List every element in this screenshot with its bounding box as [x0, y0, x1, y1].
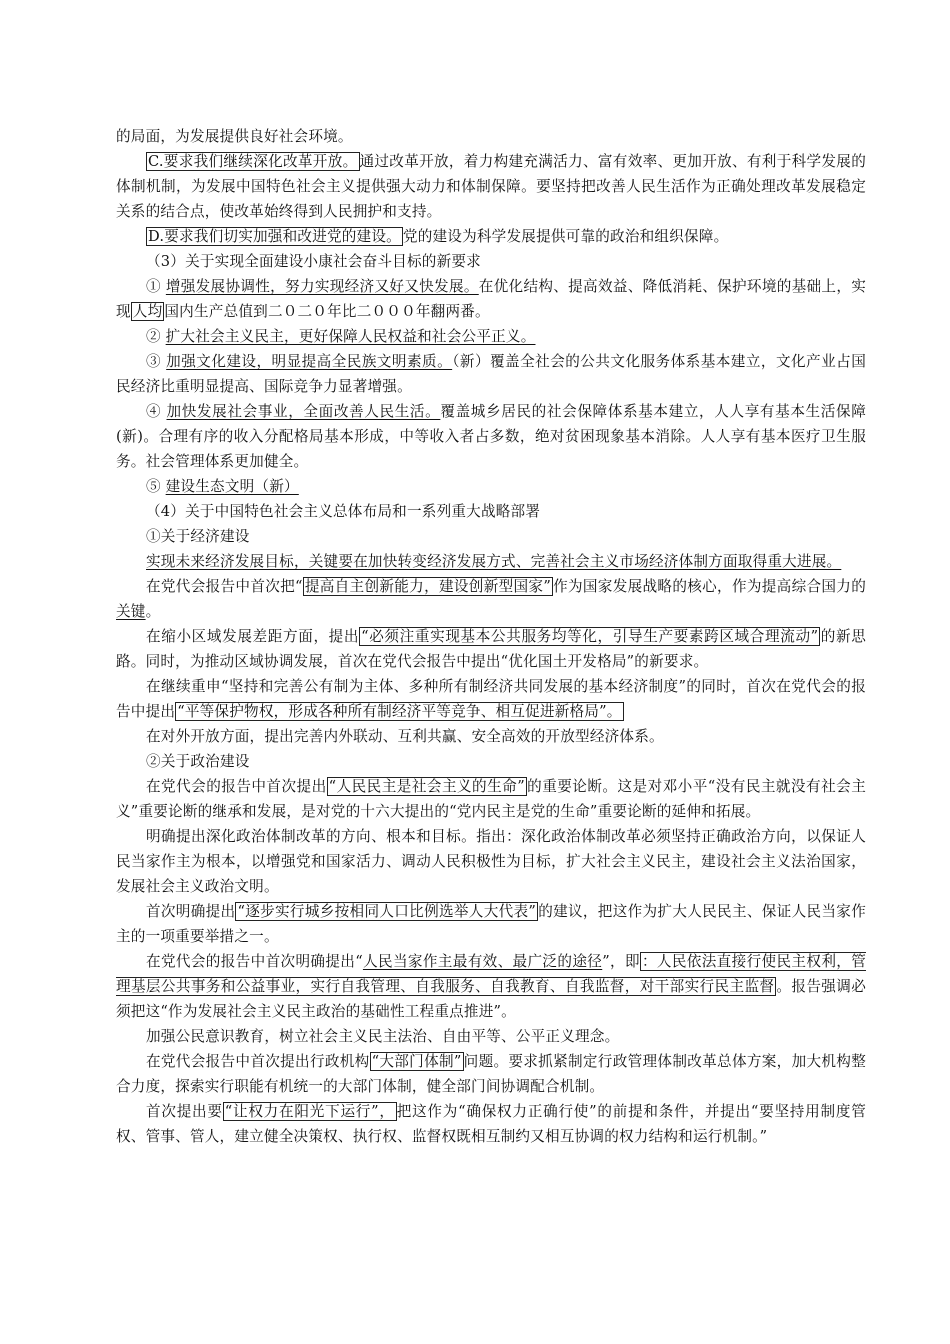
text: 加强公民意识教育，树立社会主义民主法治、自由平等、公平正义理念。 — [146, 1028, 620, 1045]
text: 的重要论断。这是对邓小平“没有民主就没有社会主义”重要论断的继承和发展，是对党的十六大提出的“党内民主是党的生命”重要论断的延伸和拓展。 — [116, 778, 866, 820]
text: （新）覆盖全社会的公共文化服务体系基本建立，文化产业占国民经济比重明显提高、国际竞争力显著增强。 — [116, 353, 867, 395]
politics-paragraph-3 — [116, 899, 866, 949]
text: 的局面，为发展提供良好社会环境。 — [116, 128, 353, 145]
text: 在党代会报告中首次把“ — [146, 578, 303, 595]
boxed-text: “平等保护物权，形成各种所有制经济平等竞争、相互促进新格局”。 — [177, 703, 622, 720]
text: 明确提出深化政治体制改革的方向、根本和目标。指出：深化政治体制改革必须坚持正确政治方向，以保证人民当家作主为根本，以增强党和国家活力、调动人民积极性为目标，扩大社会主义民主，建设社会主义法治国家，发展社会主义政治文明。 — [116, 828, 866, 895]
text: 在党代会报告中首次提出行政机构 — [146, 1053, 370, 1070]
underlined-text: 建设生态文明（新） — [165, 478, 299, 495]
boxed-text: D.要求我们切实加强和改进党的建设。 — [148, 228, 401, 245]
text: 首次提出要 — [146, 1103, 223, 1120]
boxed-text: “让权力在阳光下运行”， — [224, 1103, 395, 1120]
boxed-text: “大部门体制” — [371, 1053, 462, 1070]
politics-paragraph-6 — [116, 1049, 866, 1099]
goal-item-5 — [116, 474, 866, 499]
text: 覆盖城乡居民的社会保障体系基本建立，人人享有基本生活保障(新)。合理有序的收入分配格局基本形成，中等收入者占多数，绝对贫困现象基本消除。人人享有基本医疗卫生服务。社会管理体系更加健全。 — [116, 403, 866, 470]
boxed-text: C.要求我们继续深化改革开放。 — [148, 153, 358, 170]
economy-paragraph-2 — [116, 574, 866, 624]
boxed-text: “人民民主是社会主义的生命” — [328, 778, 525, 795]
paragraph-c — [116, 149, 866, 224]
text: 党的建设为科学发展提供可靠的政治和组织保障。 — [402, 228, 729, 245]
heading-text: （3）关于实现全面建设小康社会奋斗目标的新要求 — [146, 253, 481, 270]
underlined-text: 增强发展协调性，努力实现经济又好又快发展。 — [165, 278, 479, 295]
politics-paragraph-7 — [116, 1099, 866, 1149]
text: 。 — [145, 603, 161, 620]
text: 作为国家发展战略的核心，作为提高综合国力的 — [552, 578, 866, 595]
underlined-text: 加快发展社会事业，全面改善人民生活。 — [166, 403, 441, 420]
text: 在缩小区域发展差距方面，提出 — [146, 628, 360, 645]
politics-paragraph-1 — [116, 774, 866, 824]
subheading-politics — [116, 749, 866, 774]
economy-paragraph-4 — [116, 674, 866, 724]
boxed-text: “必须注重实现基本公共服务均等化，引导生产要素跨区域合理流动” — [361, 628, 819, 645]
text: 在对外开放方面，提出完善内外联动、互利共赢、安全高效的开放型经济体系。 — [146, 728, 664, 745]
subheading-text: ①关于经济建设 — [146, 528, 250, 545]
document-page — [116, 124, 866, 1149]
underlined-text: 加强文化建设，明显提高全民族文明素质。 — [166, 353, 453, 370]
politics-paragraph-4 — [116, 949, 866, 1024]
boxed-text: “逐步实行城乡按相同人口比例选举人大代表” — [237, 903, 537, 920]
underlined-text: 人民当家作主最有效、最广泛的途径 — [362, 953, 603, 970]
economy-paragraph-5 — [116, 724, 866, 749]
politics-paragraph-5 — [116, 1024, 866, 1049]
text: 通过改革开放，着力构建充满活力、富有效率、更加开放、有利于科学发展的体制机制，为发展中国特色社会主义提供强大动力和体制保障。要坚持把改善人民生活作为正确处理改革发展稳定关系的结合点，使改革始终得到人民拥护和支持。 — [116, 153, 866, 220]
text: 在党代会的报告中首次明确提出“ — [146, 953, 363, 970]
text: 。报告强调必须把这“作为发展社会主义民主政治的基础性工程重点推进”。 — [116, 978, 867, 1020]
goal-item-2 — [116, 324, 866, 349]
text: 在党代会的报告中首次提出 — [146, 778, 327, 795]
goal-item-4 — [116, 399, 866, 474]
text: 的新思路。同时，为推动区域协调发展，首次在党代会报告中提出“优化国土开发格局”的新要求。 — [116, 628, 866, 670]
text: 国内生产总值到二０二０年比二０００年翻两番。 — [164, 303, 490, 320]
item-number: ⑤ — [146, 478, 161, 495]
politics-paragraph-2 — [116, 824, 866, 899]
item-number: ③ — [146, 353, 162, 370]
economy-paragraph-1 — [116, 549, 866, 574]
goal-item-3 — [116, 349, 866, 399]
text: 把这作为“确保权力正确行使”的前提和条件，并提出“要坚持用制度管权、管事、管人，建立健全决策权、执行权、监督权既相互制约又相互协调的权力结构和运行机制。” — [116, 1103, 866, 1145]
text: 在优化结构、提高效益、降低消耗、保护环境的基础上，实现 — [116, 278, 867, 320]
item-number: ① — [146, 278, 161, 295]
boxed-text: 人均 — [132, 303, 163, 320]
text: 在继续重申“坚持和完善公有制为主体、多种所有制经济共同发展的基本经济制度”的同时，首次在党代会的报告中提出 — [116, 678, 866, 720]
paragraph-d — [116, 224, 866, 249]
paragraph-intro — [116, 124, 866, 149]
subheading-economy — [116, 524, 866, 549]
item-number: ② — [146, 328, 161, 345]
section-heading-3 — [116, 249, 866, 274]
underlined-text: 扩大社会主义民主，更好保障人民权益和社会公平正义。 — [165, 328, 536, 345]
text: 的建议，把这作为扩大人民民主、保证人民当家作主的一项重要举措之一。 — [116, 903, 866, 945]
heading-text: （4）关于中国特色社会主义总体布局和一系列重大战略部署 — [146, 503, 541, 520]
subheading-text: ②关于政治建设 — [146, 753, 250, 770]
text: 问题。要求抓紧制定行政管理体制改革总体方案，加大机构整合力度，探索实行职能有机统一的大部门体制，健全部门间协调配合机制。 — [116, 1053, 866, 1095]
underlined-text: 实现未来经济发展目标，关键要在加快转变经济发展方式、完善社会主义市场经济体制方面取得重大进展。 — [146, 553, 842, 570]
goal-item-1 — [116, 274, 866, 324]
economy-paragraph-3 — [116, 624, 866, 674]
section-heading-4 — [116, 499, 866, 524]
boxed-text: 提高自主创新能力，建设创新型国家” — [304, 578, 551, 595]
item-number: ④ — [146, 403, 162, 420]
boxed-text: ：人民依法直接行使民主权利，管理基层公共事务和公益事业，实行自我管理、自我服务、自我教育、自我监督，对干部实行民主监督 — [116, 953, 867, 995]
text: ”，即 — [602, 953, 640, 970]
underlined-text: 关键 — [116, 603, 146, 620]
text: 首次明确提出 — [146, 903, 236, 920]
